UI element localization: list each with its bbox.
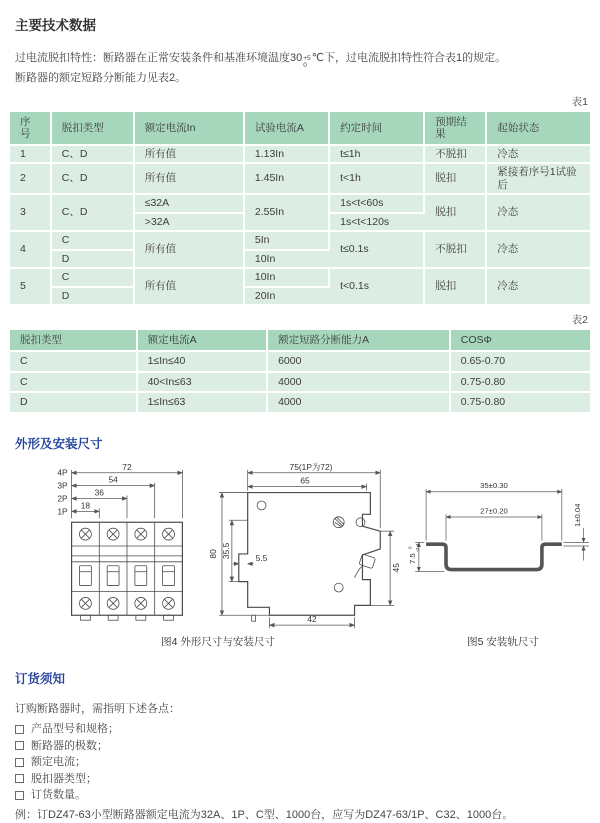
checkbox-icon: [15, 725, 24, 734]
dim-rail-outer: 35±0.30: [480, 480, 508, 490]
table-cell: C: [10, 352, 138, 373]
intro-paragraph: [15, 49, 585, 88]
table-cell: t<1h: [330, 164, 425, 195]
table-cell: 所有值: [135, 164, 245, 195]
dim-width-1p: 18: [80, 500, 91, 511]
dim-side-upper: 65: [300, 475, 310, 486]
dim-rail-depth: 7.5: [408, 553, 418, 564]
dim-clip-35-5: 35.5: [220, 542, 231, 559]
checkbox-icon: [15, 791, 24, 800]
bottom-tabs: [80, 615, 173, 620]
checkbox-icon: [15, 774, 24, 783]
side-view-drawing: [208, 462, 401, 628]
dim-width-2p: 36: [94, 487, 104, 498]
table-row: [10, 232, 590, 251]
table-cell: 1≤In≤40: [138, 352, 269, 373]
column-header: 序号: [10, 112, 52, 146]
side-view-details: [257, 501, 375, 592]
table-row: [10, 164, 590, 195]
table-cell: D: [52, 251, 135, 270]
figure-5: [408, 460, 598, 649]
table-cell: 2: [10, 164, 52, 195]
column-header: 试验电流A: [245, 112, 330, 146]
pole-label-3p: 3P: [57, 480, 68, 491]
figure-4: [32, 460, 404, 649]
table2-header-row: [10, 330, 590, 352]
checklist-item-label: 脱扣器类型；: [31, 772, 97, 785]
dim-bottom-42: 42: [307, 613, 317, 624]
table-cell: 所有值: [135, 269, 245, 306]
checkbox-icon: [15, 741, 24, 750]
table-cell: C、D: [52, 164, 135, 195]
dim-rail-flange: 1±0.04: [572, 503, 582, 527]
checklist-item-label: 额定电流；: [31, 756, 86, 769]
table1-header-row: [10, 112, 590, 146]
table-cell: 冷态: [487, 232, 590, 269]
table-row: [10, 195, 590, 214]
table-row: [10, 373, 590, 394]
table-cell: >32A: [135, 214, 245, 233]
table-cell: t≤1h: [330, 146, 425, 165]
table-cell: 1s<t<60s: [330, 195, 425, 214]
table-cell: 所有值: [135, 146, 245, 165]
column-header: 额定电流A: [138, 330, 269, 352]
dim-rail-depth-sup: 0: [408, 546, 414, 549]
section-heading-outline: 外形及安装尺寸: [15, 436, 103, 451]
checklist-item: [15, 754, 585, 771]
table-row: [10, 352, 590, 373]
table2-label: 表2: [571, 314, 588, 327]
column-header: 约定时间: [330, 112, 425, 146]
table-cell: 4000: [268, 393, 451, 414]
table-cell: ≤32A: [135, 195, 245, 214]
table-cell: 10In: [245, 251, 330, 270]
figure5-caption: 图5 安装轨尺寸: [467, 635, 539, 648]
checklist-item: [15, 738, 585, 755]
dim-rail-inner: 27±0.20: [480, 506, 508, 516]
column-header: COSΦ: [451, 330, 590, 352]
checklist-item-label: 订货数量。: [31, 789, 86, 802]
table-cell: 2.55In: [245, 195, 330, 232]
table-cell: 0.65-0.70: [451, 352, 590, 373]
pole-label-2p: 2P: [57, 493, 68, 504]
table-cell: 40<In≤63: [138, 373, 269, 394]
pole-label-4p: 4P: [57, 467, 68, 478]
table-cell: C、D: [52, 195, 135, 232]
table-cell: 4000: [268, 373, 451, 394]
column-header: 脱扣类型: [52, 112, 135, 146]
ordering-intro: 订购断路器时，需指明下述各点：: [15, 702, 180, 715]
checklist-item: [15, 787, 585, 804]
figure4-caption: 图4 外形尺寸与安装尺寸: [161, 635, 275, 648]
table-cell: 5In: [245, 232, 330, 251]
table-cell: 所有值: [135, 232, 245, 269]
column-header: 起始状态: [487, 112, 590, 146]
table-cell: t≤0.1s: [330, 232, 425, 269]
column-header: 额定电流In: [135, 112, 245, 146]
table-cell: 冷态: [487, 195, 590, 232]
dim-rail-depth-sub: -0.4: [415, 543, 421, 552]
table-cell: C: [52, 269, 135, 288]
table-cell: 20In: [245, 288, 330, 307]
table-cell: C、D: [52, 146, 135, 165]
pole-label-1p: 1P: [57, 506, 68, 517]
table-row: [10, 146, 590, 165]
section-heading-ordering: 订货须知: [15, 671, 66, 686]
table-cell: 1: [10, 146, 52, 165]
checklist-item-label: 产品型号和规格；: [31, 723, 119, 736]
table-cell: 0.75-0.80: [451, 373, 590, 394]
table-row: [10, 393, 590, 414]
checklist-item: [15, 771, 585, 788]
front-view-drawing: [57, 462, 182, 620]
checklist-item-label: 断路器的极数；: [31, 739, 108, 752]
checklist-item: [15, 721, 585, 738]
table-cell: 1≤In≤63: [138, 393, 269, 414]
dim-notch-5-5: 5.5: [255, 552, 268, 563]
table-cell: 冷态: [487, 269, 590, 306]
intro-line2: 断路器的额定短路分断能力见表2。: [15, 72, 187, 84]
table-cell: 1.13In: [245, 146, 330, 165]
din-rail-drawing: [408, 460, 598, 632]
page-title: 主要技术数据: [15, 18, 96, 33]
checkbox-icon: [15, 758, 24, 767]
intro-line1-suffix: ℃下，过电流脱扣特性符合表1的规定。: [311, 52, 507, 64]
trip-characteristics-table: [10, 112, 590, 307]
table-cell: 不脱扣: [425, 146, 487, 165]
outline-dimensions-drawing: [32, 460, 404, 632]
table-cell: 紧接着序号1试验后: [487, 164, 590, 195]
dim-width-3p: 54: [108, 474, 118, 485]
table-cell: 0.75-0.80: [451, 393, 590, 414]
table1-label: 表1: [571, 95, 588, 108]
dim-height-80: 80: [208, 548, 219, 559]
dim-side-top: 75(1P为72): [289, 461, 333, 472]
table-cell: 4: [10, 232, 52, 269]
table-cell: 脱扣: [425, 269, 487, 306]
intro-line1-prefix: 过电流脱扣特性：断路器在正常安装条件和基准环境温度30: [15, 52, 303, 64]
table-cell: 脱扣: [425, 195, 487, 232]
table-cell: C: [52, 232, 135, 251]
table-cell: D: [10, 393, 138, 414]
breaking-capacity-table: [10, 330, 590, 414]
table-cell: 脱扣: [425, 164, 487, 195]
temperature-tolerance: +5 0: [303, 55, 311, 69]
table-cell: 3: [10, 195, 52, 232]
table-cell: C: [10, 373, 138, 394]
table-cell: 不脱扣: [425, 232, 487, 269]
table-cell: 5: [10, 269, 52, 306]
dim-right-45: 45: [391, 562, 402, 573]
table-row: [10, 269, 590, 288]
table-cell: t<0.1s: [330, 269, 425, 306]
table-cell: 10In: [245, 269, 330, 288]
table-cell: 1s<t<120s: [330, 214, 425, 233]
table-cell: D: [52, 288, 135, 307]
table-cell: 6000: [268, 352, 451, 373]
column-header: 预期结果: [425, 112, 487, 146]
column-header: 额定短路分断能力A: [268, 330, 451, 352]
figures-row: [32, 460, 590, 649]
dim-width-4p: 72: [122, 461, 132, 472]
table-cell: 冷态: [487, 146, 590, 165]
table-cell: 1.45In: [245, 164, 330, 195]
ordering-example: 例：订DZ47-63小型断路器额定电流为32A、1P、C型、1000台，应写为DZ47-63/1P、C32、1000台。: [15, 808, 514, 821]
column-header: 脱扣类型: [10, 330, 138, 352]
